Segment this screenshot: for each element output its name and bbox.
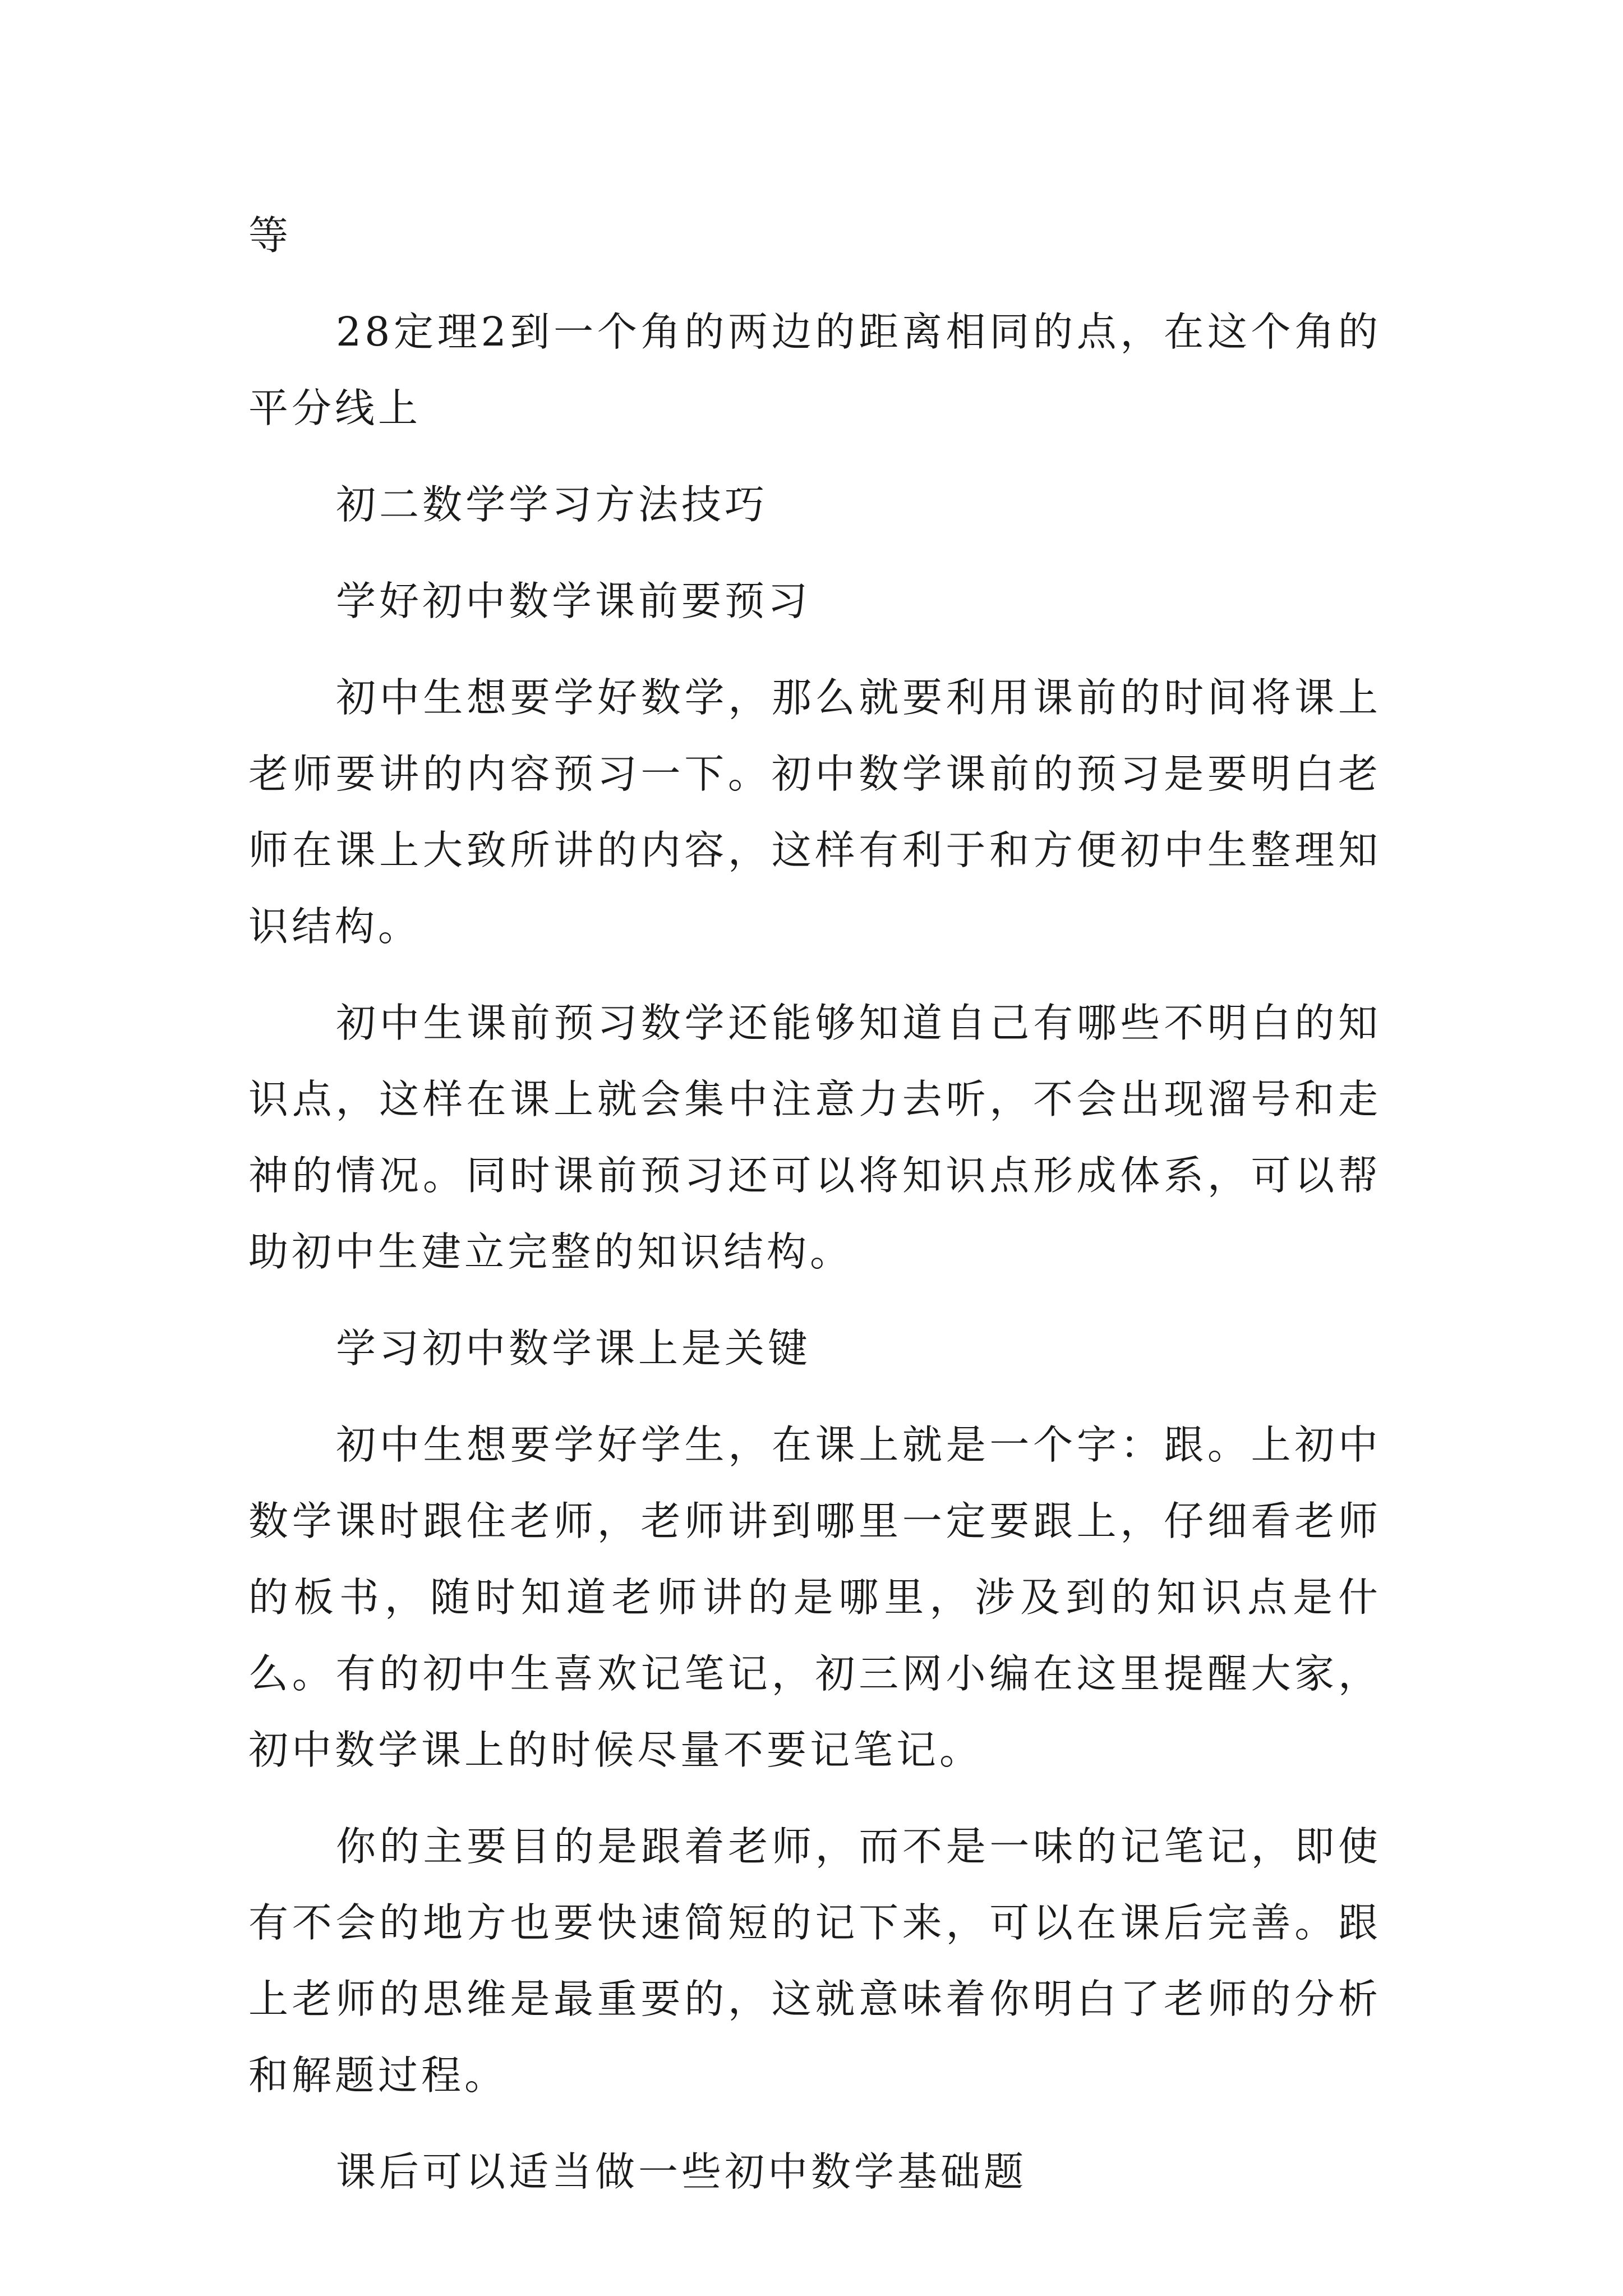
subheading-preview: 学好初中数学课前要预习 [336, 578, 811, 624]
subheading-after-class: 课后可以适当做一些初中数学基础题 [336, 2148, 1027, 2195]
paragraph-in-class-1: 初中生想要学好学生，在课上就是一个字：跟。上初中数学课时跟住老师，老师讲到哪里一定要跟上，仔细看老师的板书，随时知道老师讲的是哪里，涉及到的知识点是什么。有的初中生喜欢记笔记，初三网小编在这里提醒大家，初中数学课上的时候尽量不要记笔记。 [248, 1421, 1381, 1773]
subheading-in-class: 学习初中数学课上是关键 [336, 1325, 811, 1372]
document-body [248, 197, 1381, 2230]
paragraph-theorem-28: 28定理2到一个角的两边的距离相同的点，在这个角的平分线上 [248, 309, 1381, 431]
paragraph-preview-2: 初中生课前预习数学还能够知道自己有哪些不明白的知识点，这样在课上就会集中注意力去听，不会出现溜号和走神的情况。同时课前预习还可以将知识点形成体系，可以帮助初中生建立完整的知识结构。 [248, 1000, 1381, 1275]
paragraph-in-class-2: 你的主要目的是跟着老师，而不是一味的记笔记，即使有不会的地方也要快速简短的记下来，可以在课后完善。跟上老师的思维是最重要的，这就意味着你明白了老师的分析和解题过程。 [248, 1823, 1381, 2099]
section-heading-methods: 初二数学学习方法技巧 [336, 481, 768, 528]
paragraph-continuation: 等 [248, 212, 292, 259]
paragraph-preview-1: 初中生想要学好数学，那么就要利用课前的时间将课上老师要讲的内容预习一下。初中数学课前的预习是要明白老师在课上大致所讲的内容，这样有利于和方便初中生整理知识结构。 [248, 674, 1381, 950]
